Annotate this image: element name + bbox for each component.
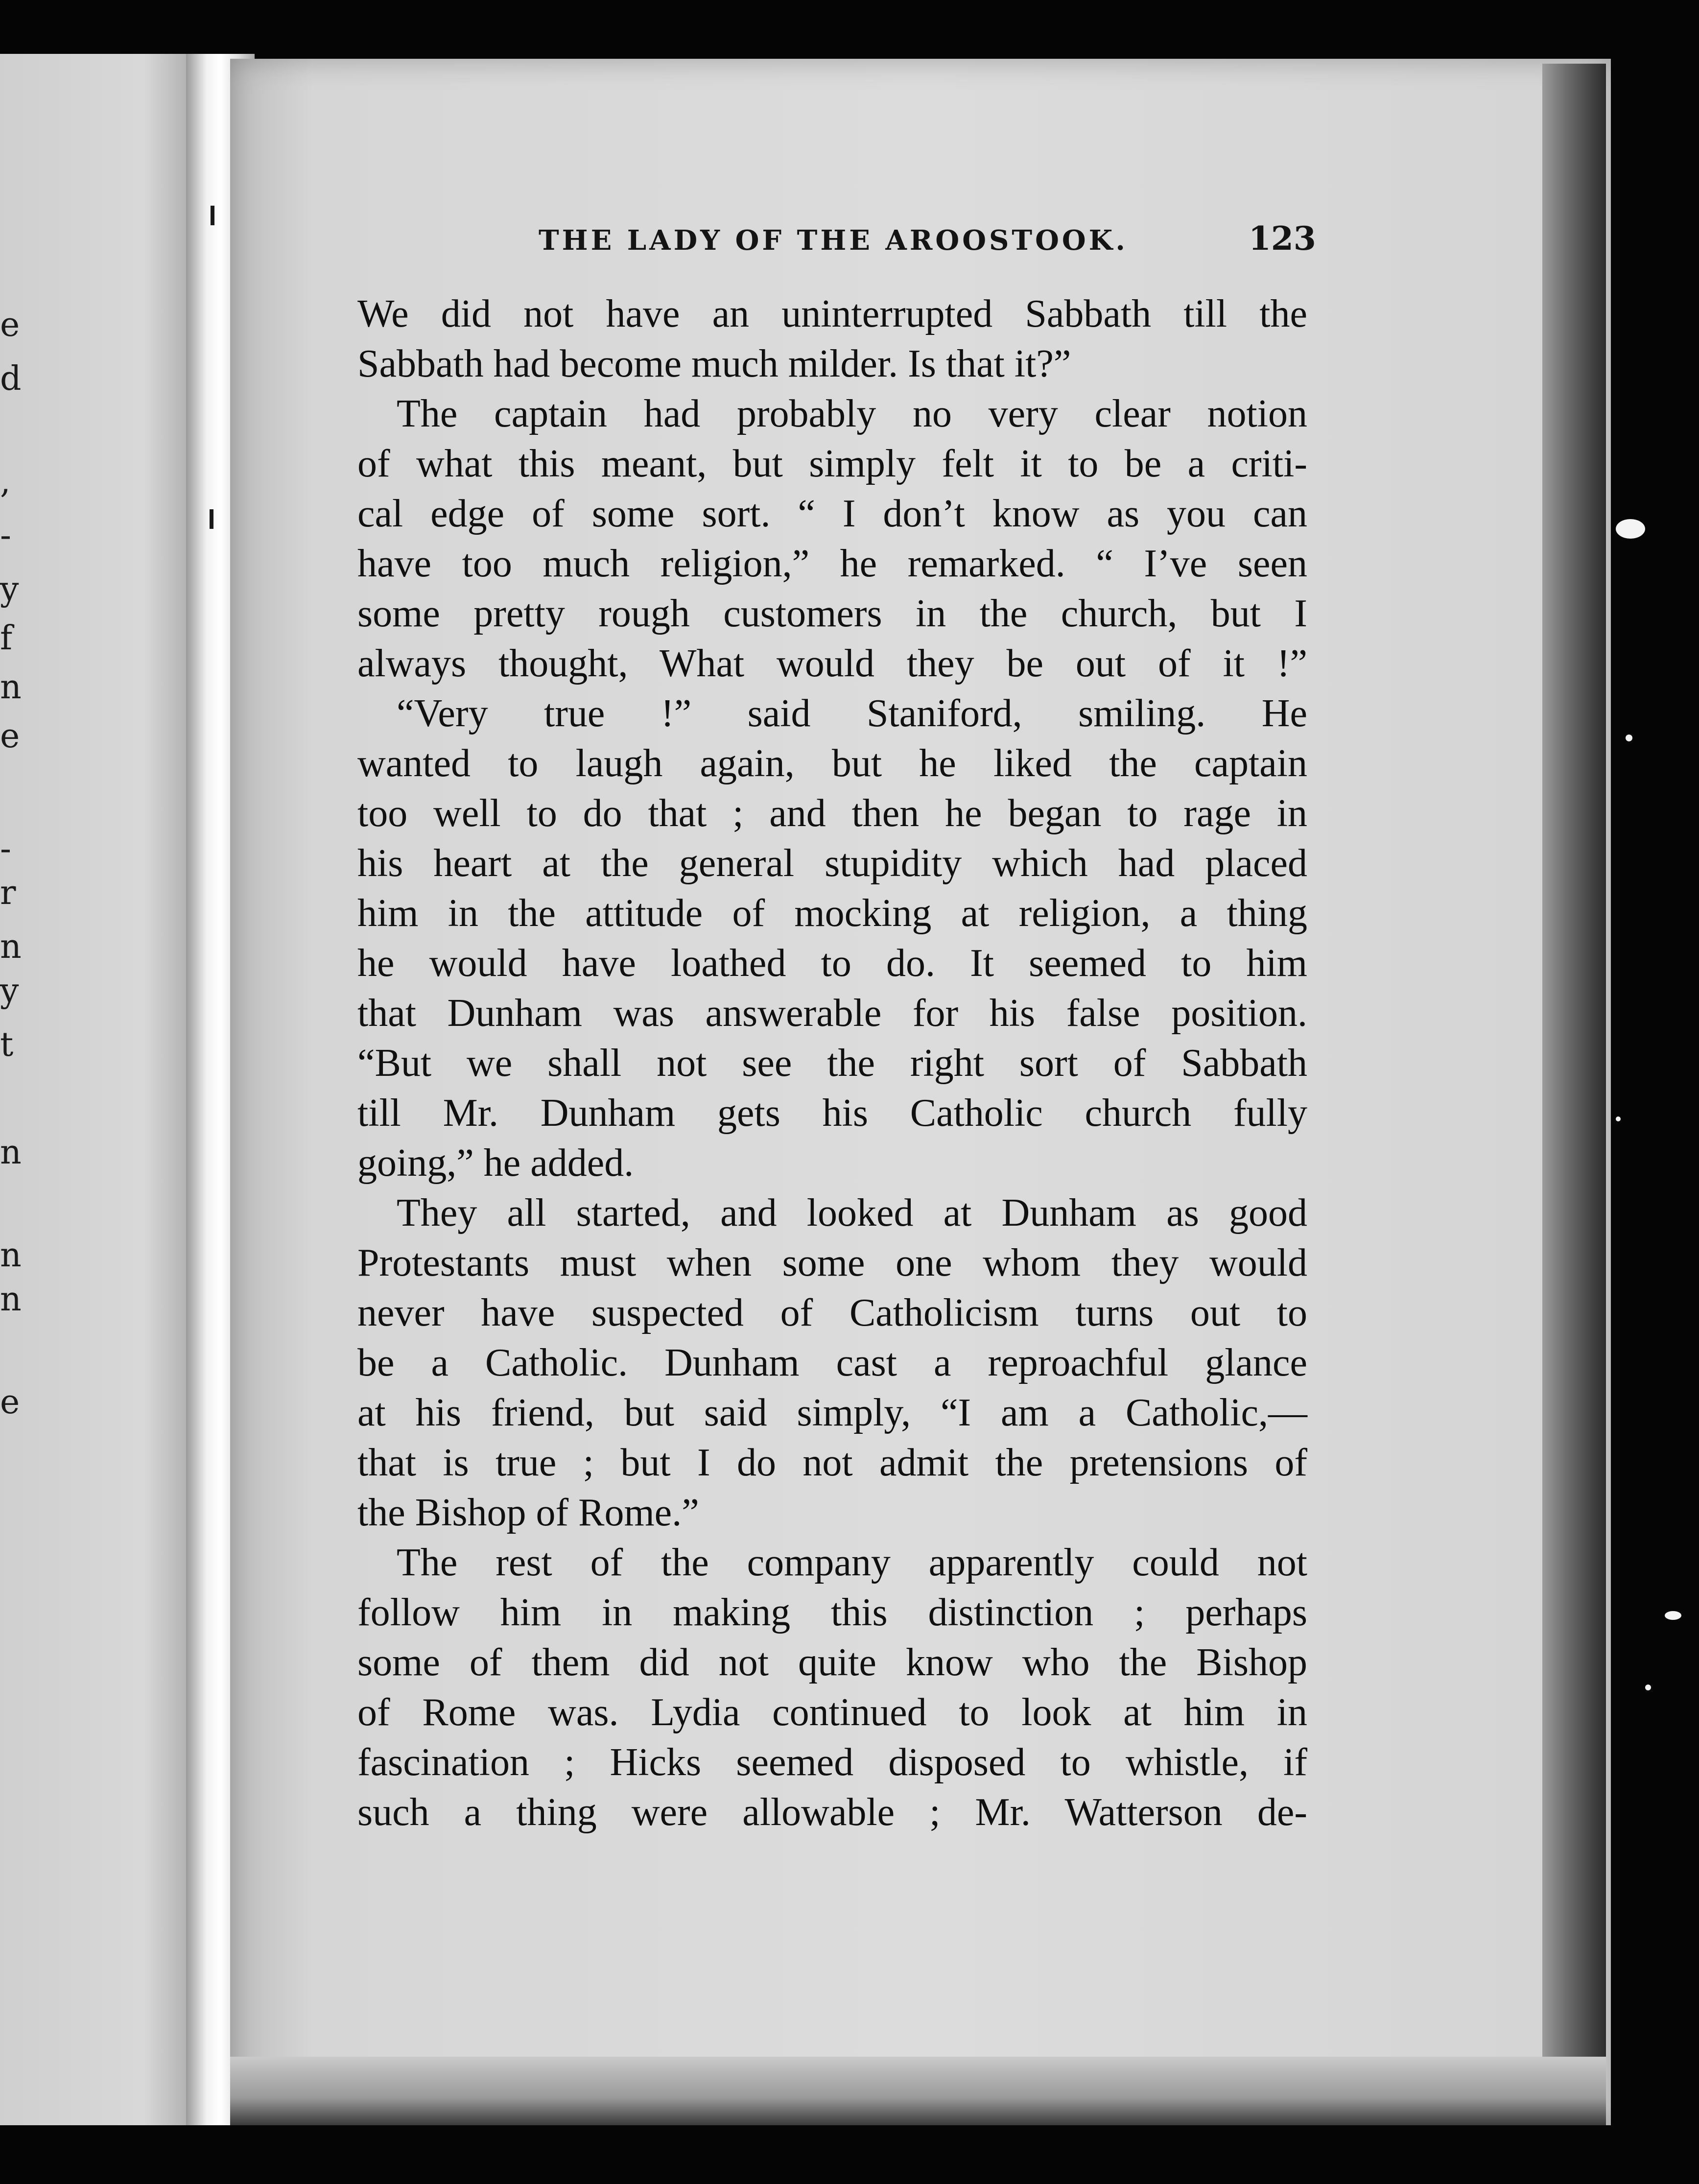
text-line: his heart at the general stupidity which had placed [357,842,1307,885]
text-line: that is true ; but I do not admit the pretensions of [357,1441,1307,1484]
text-line: fascination ; Hicks seemed disposed to whistle, if [357,1741,1307,1784]
page-number: 123 [1249,219,1316,258]
text-line: at his friend, but said simply, “I am a Catholic,— [357,1391,1307,1434]
scan-speck [1616,519,1645,539]
left-page-fragment: n [0,1236,22,1275]
page-edge [1542,64,1606,2120]
scan-speck [1645,1685,1651,1690]
left-page-fragment: e [0,1383,20,1422]
left-page-fragment: t [0,1025,14,1064]
left-page-fragment: y [0,570,19,609]
text-line: The captain had probably no very clear notion [397,392,1307,435]
text-line: cal edge of some sort. “ I don’t know as you can [357,492,1307,535]
text-line: They all started, and looked at Dunham as good [397,1191,1307,1234]
text-line: wanted to laugh again, but he liked the captain [357,742,1307,785]
text-line: that Dunham was answerable for his false position. [357,992,1307,1035]
text-line: too well to do that ; and then he began to rage in [357,792,1307,835]
text-line: Protestants must when some one whom they would [357,1241,1307,1284]
gutter-mark [210,509,213,529]
text-line: going,” he added. [357,1141,634,1185]
left-page-fragment: n [0,668,22,707]
text-line: be a Catholic. Dunham cast a reproachful glance [357,1341,1307,1384]
left-facing-page [0,54,206,2125]
text-line: have too much religion,” he remarked. “ I’ve seen [357,542,1307,585]
text-line: never have suspected of Catholicism turns out to [357,1291,1307,1334]
page-bottom-edge [230,2057,1606,2125]
running-head: THE LADY OF THE AROOSTOOK. [539,224,1128,257]
text-line: “Very true !” said Staniford, smiling. He [397,692,1307,735]
text-line: some of them did not quite know who the Bishop [357,1641,1307,1684]
left-page-fragment: , [0,462,11,501]
text-line: such a thing were allowable ; Mr. Watterson de- [357,1791,1307,1834]
left-page-fragment: n [0,927,22,966]
text-line: him in the attitude of mocking at religion, a thing [357,892,1307,935]
scan-speck [1616,1116,1621,1121]
text-line: The rest of the company apparently could not [397,1541,1307,1584]
text-line: the Bishop of Rome.” [357,1491,699,1534]
left-page-fragment: - [0,830,11,868]
text-line: follow him in making this distinction ; perhaps [357,1591,1307,1634]
text-line: Sabbath had become much milder. Is that it?” [357,342,1071,385]
left-page-fragment: r [0,874,16,912]
left-page-fragment: d [0,359,22,398]
text-line: he would have loathed to do. It seemed to him [357,942,1307,985]
left-page-fragment: - [0,516,11,555]
scan-speck [1626,735,1632,741]
text-line: of what this meant, but simply felt it to be a criti- [357,442,1307,485]
left-page-fragment: f [0,619,13,658]
text-line: We did not have an uninterrupted Sabbath till the [357,292,1307,335]
left-page-fragment: y [0,972,19,1010]
scan-speck [1665,1611,1681,1620]
text-line: “But we shall not see the right sort of Sabbath [357,1042,1307,1085]
left-page-fragment: n [0,1280,22,1319]
text-line: some pretty rough customers in the church, but I [357,592,1307,635]
gutter-mark [211,206,214,225]
left-page-fragment: e [0,306,20,344]
text-line: of Rome was. Lydia continued to look at him in [357,1691,1307,1734]
left-page-fragment: n [0,1133,22,1172]
text-line: always thought, What would they be out of it !” [357,642,1307,685]
left-page-fragments [0,54,29,2125]
body-text [357,289,1307,1837]
left-page-fragment: e [0,717,20,756]
text-line: till Mr. Dunham gets his Catholic church fully [357,1092,1307,1135]
